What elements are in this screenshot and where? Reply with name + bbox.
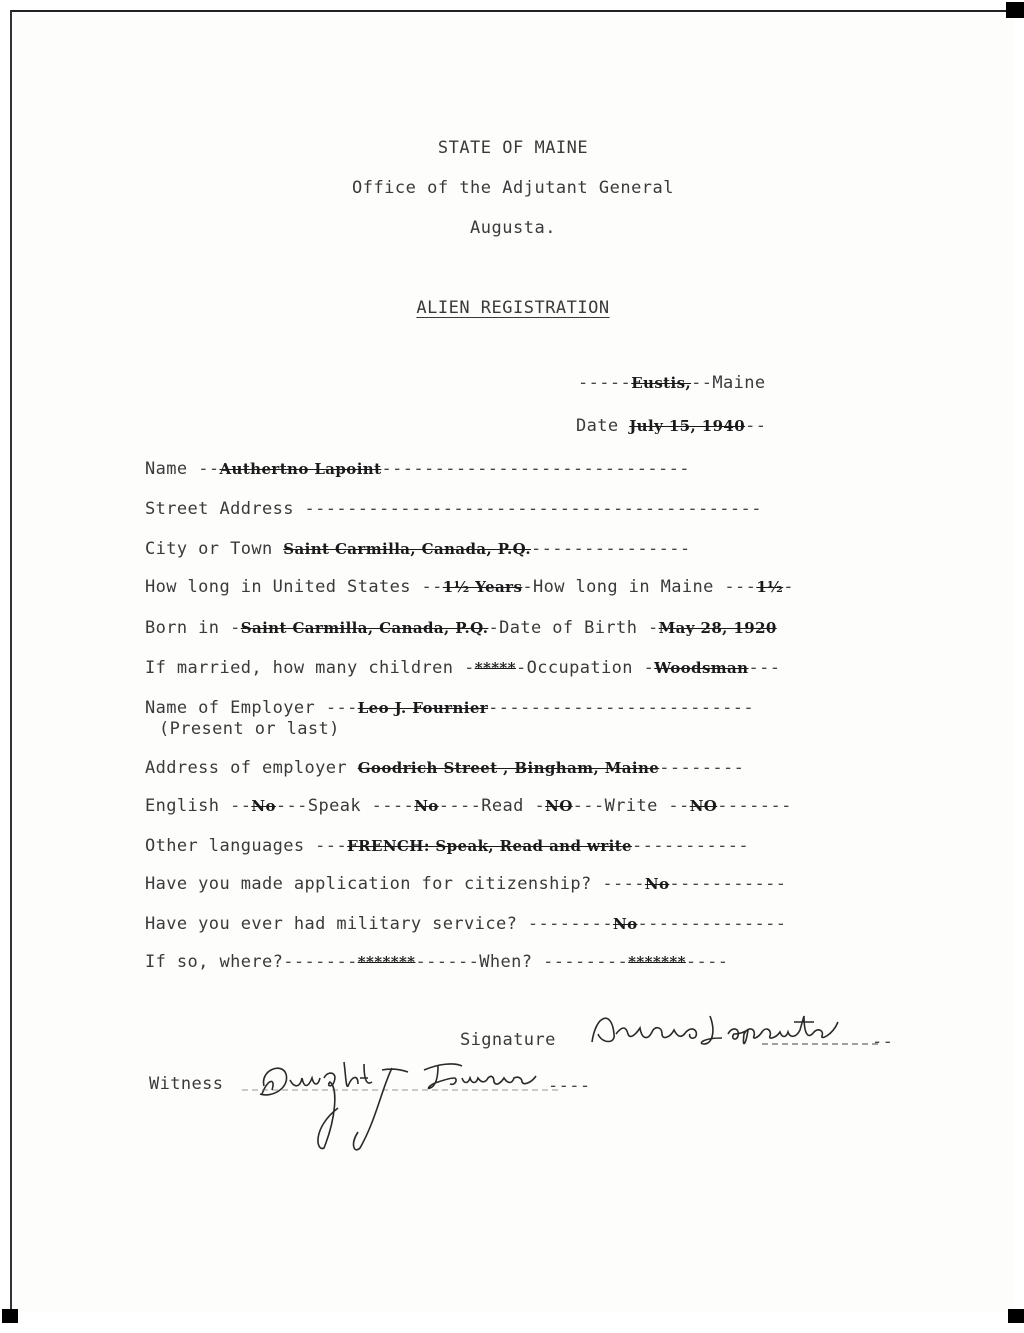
signature-label: Signature	[460, 1030, 556, 1050]
place-value: Eustis,	[631, 374, 692, 392]
english-line: English --No---Speak ----No----Read -NO---Write --NO-------	[145, 796, 792, 816]
place-line: -----Eustis,--Maine	[578, 373, 766, 393]
family-occupation-line: If married, how many children -*****-Occupation -Woodsman---	[145, 658, 781, 678]
born-label: Born in	[145, 618, 220, 638]
name-line: Name --Authertno Lapoint-----------------------------	[145, 459, 690, 479]
employer-label: Name of Employer	[145, 698, 316, 718]
write-label: Write	[604, 796, 658, 816]
employer-address-label: Address of employer	[145, 758, 348, 778]
scan-corner-mark	[1008, 1309, 1024, 1323]
write-value: NO	[689, 797, 718, 815]
scan-corner-mark	[1006, 2, 1024, 18]
residence-duration-line: How long in United States --1½ Years-How long in Maine ---1½-	[145, 577, 794, 597]
citizenship-label: Have you made application for citizenship?	[145, 874, 592, 894]
witness-handwriting	[242, 1048, 562, 1158]
birth-line: Born in -Saint Carmilla, Canada, P.Q.-Date of Birth -May 28, 1920	[145, 618, 777, 638]
citizenship-line: Have you made application for citizenship? ----No-----------	[145, 874, 787, 894]
name-value: Authertno Lapoint	[219, 460, 382, 478]
form-title: ALIEN REGISTRATION	[416, 298, 610, 318]
witness-label: Witness	[149, 1074, 224, 1094]
speak-label: Speak	[307, 796, 361, 816]
employer-address-value: Goodrich Street , Bingham, Maine	[357, 759, 660, 777]
children-label: If married, how many children	[145, 658, 454, 678]
document-page	[10, 10, 1014, 1313]
born-value: Saint Carmilla, Canada, P.Q.	[240, 619, 489, 637]
street-label: Street Address	[145, 499, 294, 519]
name-label: Name	[145, 459, 188, 479]
date-line: Date July 15, 1940--	[576, 416, 767, 436]
where-value: *******	[357, 953, 416, 971]
header-state: STATE OF MAINE	[437, 138, 589, 158]
read-label: Read	[481, 796, 524, 816]
us-time-label: How long in United States	[145, 577, 411, 597]
street-line: Street Address -------------------------------------------	[145, 499, 762, 519]
city-value: Saint Carmilla, Canada, P.Q.	[283, 540, 531, 558]
where-label: If so, where?	[145, 952, 284, 972]
witness-trail: ----	[548, 1076, 591, 1096]
date-label: Date	[576, 416, 619, 436]
when-value: *******	[628, 953, 686, 971]
other-languages-label: Other languages	[145, 836, 305, 856]
other-languages-value: FRENCH: Speak, Read and write	[347, 837, 632, 855]
employer-line: Name of Employer ---Leo J. Fournier-------------------------	[145, 698, 754, 718]
signature-scribble-icon	[582, 1004, 882, 1052]
military-value: No	[612, 915, 638, 933]
citizenship-value: No	[644, 875, 670, 893]
signature-trail: --	[872, 1032, 894, 1052]
city-label: City or Town	[145, 539, 273, 559]
header-office: Office of the Adjutant General	[351, 178, 675, 198]
english-value: No	[251, 797, 276, 815]
speak-value: No	[414, 797, 439, 815]
military-label: Have you ever had military service?	[145, 914, 518, 934]
military-where-line: If so, where?-------*******------When? --------*******----	[145, 952, 729, 972]
employer-sublabel: (Present or last)	[159, 719, 340, 739]
header-city: Augusta.	[470, 218, 556, 238]
english-label: English	[145, 796, 220, 816]
us-time-value: 1½ Years	[442, 578, 523, 596]
place-state: Maine	[712, 373, 766, 393]
when-label: When?	[479, 952, 533, 972]
military-line: Have you ever had military service? --------No--------------	[145, 914, 787, 934]
read-value: NO	[545, 797, 573, 815]
occupation-label: Occupation	[526, 658, 633, 678]
other-languages-line: Other languages ---FRENCH: Speak, Read and write-----------	[145, 836, 749, 856]
dob-label: Date of Birth	[499, 618, 638, 638]
scan-corner-mark	[2, 1309, 18, 1323]
maine-time-value: 1½	[756, 578, 784, 596]
dob-value: May 28, 1920	[658, 619, 777, 637]
witness-scribble-icon	[242, 1048, 562, 1158]
children-value: *****	[474, 659, 516, 677]
signature-handwriting	[582, 1004, 882, 1052]
date-value: July 15, 1940	[629, 417, 746, 435]
occupation-value: Woodsman	[654, 659, 749, 677]
maine-time-label: How long in Maine	[532, 577, 714, 597]
employer-value: Leo J. Fournier	[357, 699, 489, 717]
employer-address-line: Address of employer Goodrich Street , Bingham, Maine--------	[145, 758, 745, 778]
city-line: City or Town Saint Carmilla, Canada, P.Q.---------------	[145, 539, 691, 559]
